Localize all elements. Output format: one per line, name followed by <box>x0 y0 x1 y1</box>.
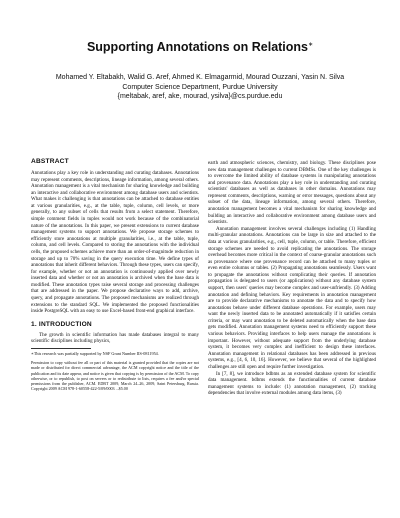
permission-notice: Permission to copy without fee all or part of this material is granted provided that the copies are not made or distributed for direct commercial advantage, the ACM copyright notice and the title of the publication and its date appear, and notice is given that copying is by permission of the ACM. To copy otherwise, or to republish, to post on servers or to redistribute to lists, requires a fee and/or special permissions from the publisher, ACM. EDBT 2009, March 24–26, 2009, Saint Petersburg, Russia. Copyright 2009 ACM 978-1-60558-422-5/09/0003 ...$5.00 <box>31 360 199 392</box>
author-block <box>0 73 400 102</box>
intro-paragraph-3: In [7, 8], we introduce bdbms as an extended database system for scientific data management. bdbms extends the functionalities of current database management systems to include: (1) annotation management, (2) tracking dependencies that involve external modules among data items, (3) <box>208 370 376 397</box>
footnote-rule <box>31 348 91 349</box>
intro-paragraph-left: The growth in scientific information has made databases integral to many scientific disciplines including physics, <box>31 331 199 345</box>
intro-paragraph-1: earth and atmospheric sciences, chemistry, and biology. These disciplines pose new data management challenges to current DBMSs. One of the key challenges is to overcome the limited ability of database systems in manipulating annotations and provenance data. Annotations play a key role in understanding and curating scientists' databases as well as databases in other domains. Annotations may represent comments, descriptions, warning or error messages, questions about any subset of the data, lineage information, among several others. Therefore, annotation management becomes a vital mechanism for sharing knowledge and building an interactive and collaborative environment among database users and scientists. <box>208 160 376 226</box>
intro-paragraph-2: Annotation management involves several challenges including (1) Handling multi-granular annotations. Annotations can be large in size and attached to the data at various granularities, e.g., cell, tuple, column, or table. Therefore, efficient storage schemes are needed to avoid replicating the annotations. The storage overhead becomes more critical in the context of coarse-granular annotations such as provenance where one provenance record can be attached to many tuples or even entire columns or tables. (2) Propagating annotations seamlessly. Users want to propagate the annotations without complicating their queries. If annotation propagation is delegated to users (or applications) without any database system support, then users' queries may become complex and user-unfriendly. (3) Adding annotation and defining behaviors. Key requirements in annotation management are to provide declarative mechanisms to annotate the data and to specify how annotations behave under different database operations. For example, users may want the newly inserted data to be annotated automatically if it satisfies certain criteria, or may want annotation to be deleted automatically when the base data gets modified. Annotation management systems need to efficiently support these various behaviors. Providing interfaces to help users manage the annotations is important. However, without adequate support from the underlying database system, it becomes very complex and inefficient to design these interfaces. Annotation management in relational databases has been addressed in previous systems, e.g., [4, 6, 10, 16]. However, we believe that several of the highlighted challenges are still open and require further investigation. <box>208 225 376 370</box>
abstract-heading: ABSTRACT <box>31 158 69 165</box>
footnote: ∗This research was partially supported by NSF Grant Number IIS-0811954. <box>31 350 159 356</box>
introduction-heading: 1. INTRODUCTION <box>31 320 92 328</box>
author-names: Mohamed Y. Eltabakh, Walid G. Aref, Ahmed K. Elmagarmid, Mourad Ouzzani, Yasin N. Silva <box>55 74 345 81</box>
title-text: Supporting Annotations on Relations <box>86 40 308 54</box>
abstract-text: Annotations play a key role in understanding and curating databases. Annotations may represent comments, descriptions, lineage information, among several others. Annotation management is a vital mechanism for sharing knowledge and building an interactive and collaborative environment among database users and scientists. What makes it challenging is that annotations can be attached to database entities at various granularities, e.g., at the table, tuple, column, cell levels, or more generally, to any subset of cells that results from a select statement. Therefore, simple comment fields in tuples would not work because of the combinatorial nature of the annotations. In this paper, we present extensions to current database management systems to support annotations. We propose storage schemes to efficiently store annotations at multiple granularities, i.e., at the table, tuple, column, and cell levels. Compared to storing the annotations with the individual cells, the proposed schemes achieve more than an order-of-magnitude reduction in storage and up to 70% saving in the query execution time. We define types of annotations that inherit different behaviors. Through these types, users can specify, for example, whether or not an annotation is continuously applied over newly inserted data and whether or not an annotation is archived when the base data is modified. These annotation types raise several storage and processing challenges that are addressed in the paper. We propose declarative ways to add, archive, query, and propagate annotations. The proposed mechanisms are realized through extensions to the standard SQL. We implemented the proposed functionalities inside PostgreSQL with an easy to use Excel-based front-end graphical interface. <box>31 170 199 315</box>
author-emails: {meltabak, aref, ake, mourad, ysilva}@cs.purdue.edu <box>117 93 283 101</box>
title-footnote-mark: ∗ <box>308 41 314 48</box>
affiliation: Computer Science Department, Purdue University <box>122 83 278 91</box>
left-column <box>31 158 199 391</box>
right-column <box>208 160 376 397</box>
paper-title <box>0 40 400 54</box>
